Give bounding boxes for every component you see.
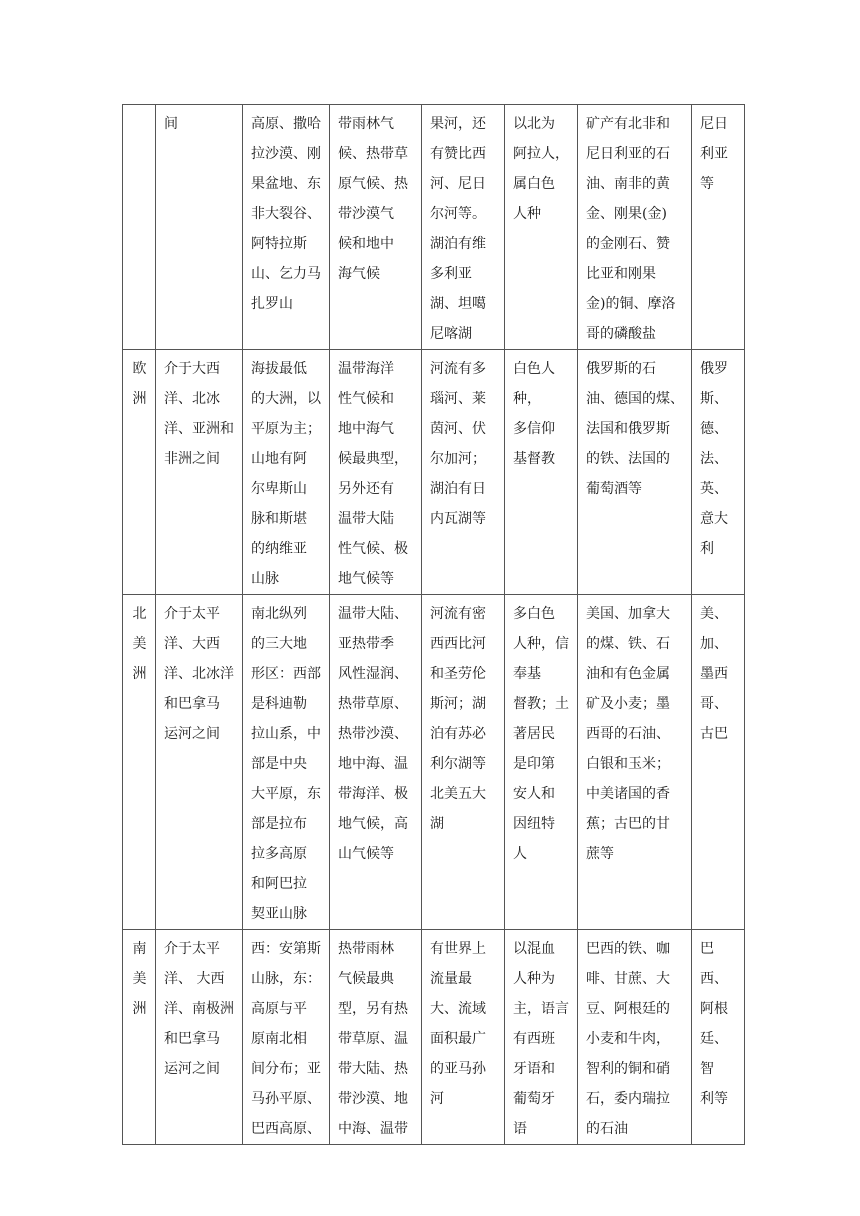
cell-line: 介于太平 (164, 606, 220, 622)
cell-line: 西：安第斯 (251, 941, 321, 957)
cell-line: 候、热带草 (338, 146, 408, 162)
cell-line: 俄罗斯的石 (586, 361, 656, 377)
cell-line: 等 (700, 176, 714, 192)
cell-location (156, 595, 243, 930)
cell-resources (578, 350, 692, 595)
cell-line: 性气候和 (338, 391, 394, 407)
cell-line: 洋、南极洲 (164, 1001, 234, 1017)
cell-line: 间分布；亚 (251, 1061, 321, 1077)
cell-line: 法、 (700, 451, 728, 467)
cell-countries (692, 930, 745, 1145)
cell-line: 温带大陆、 (338, 606, 408, 622)
cell-line: 热带沙漠、 (338, 726, 408, 742)
cell-terrain (243, 105, 330, 350)
cell-line: 欧 (132, 361, 147, 377)
cell-line: 候和地中 (338, 236, 394, 252)
cell-line: 大、流域 (430, 1001, 486, 1017)
cell-line: 洋、北冰洋 (164, 666, 234, 682)
cell-line: 地气候，高 (338, 816, 408, 832)
cell-line: 人种为 (513, 971, 555, 987)
cell-line: 豆、阿根廷的 (586, 1001, 670, 1017)
cell-line: 金、刚果(金) (586, 206, 667, 222)
cell-rivers (422, 105, 505, 350)
cell-line: 拉沙漠、刚 (251, 146, 321, 162)
cell-line: 智 (700, 1061, 714, 1077)
cell-line: 的大洲，以 (251, 391, 321, 407)
cell-line: 利等 (700, 1091, 728, 1107)
cell-line: 德、 (700, 421, 728, 437)
cell-location (156, 105, 243, 350)
cell-line: 洋、北冰 (164, 391, 220, 407)
cell-line: 利尔湖等 (430, 756, 486, 772)
cell-line: 法国和俄罗斯 (586, 421, 670, 437)
cell-line: 运河之间 (164, 726, 220, 742)
cell-line: 果盆地、东 (251, 176, 321, 192)
cell-line: 性气候、极 (338, 541, 408, 557)
cell-line: 的亚马孙 (430, 1061, 486, 1077)
cell-line: 主，语言 (513, 1001, 569, 1017)
cell-line: 廷、 (700, 1031, 728, 1047)
cell-line: 河流有密 (430, 606, 486, 622)
table-row (123, 105, 745, 350)
cell-line: 拉山系，中 (251, 726, 321, 742)
cell-line: 山、乞力马 (251, 266, 321, 282)
cell-line: 人 (513, 846, 527, 862)
cell-line: 是科迪勒 (251, 696, 307, 712)
cell-line: 非大裂谷、 (251, 206, 321, 222)
cell-line: 地中海、温 (338, 756, 408, 772)
cell-line: 以北为 (513, 116, 555, 132)
cell-line: 南 (132, 941, 147, 957)
cell-line: 北美五大 (430, 786, 486, 802)
cell-countries (692, 350, 745, 595)
cell-line: 温带大陆 (338, 511, 394, 527)
cell-line: 阿特拉斯 (251, 236, 307, 252)
cell-climate (330, 105, 422, 350)
cell-people (505, 930, 578, 1145)
cell-climate (330, 930, 422, 1145)
cell-line: 河 (430, 1091, 444, 1107)
cell-line: 介于太平 (164, 941, 220, 957)
cell-line: 带沙漠气 (338, 206, 394, 222)
cell-line: 是印第 (513, 756, 555, 772)
cell-line: 和巴拿马 (164, 1031, 220, 1047)
table-body (123, 105, 745, 1145)
table-row (123, 350, 745, 595)
cell-line: 巴西高原、 (251, 1121, 321, 1137)
cell-line: 洋、亚洲和 (164, 421, 234, 437)
cell-line: 带草原、温 (338, 1031, 408, 1047)
cell-terrain (243, 350, 330, 595)
cell-line: 牙语和 (513, 1061, 555, 1077)
cell-line: 矿及小麦；墨 (586, 696, 670, 712)
cell-line: 海拔最低 (251, 361, 307, 377)
cell-line: 加、 (700, 636, 728, 652)
cell-line: 山气候等 (338, 846, 394, 862)
cell-line: 小麦和牛肉， (586, 1031, 670, 1047)
cell-line: 中美诸国的香 (586, 786, 670, 802)
cell-line: 啡、甘蔗、大 (586, 971, 670, 987)
cell-resources (578, 930, 692, 1145)
cell-rivers (422, 350, 505, 595)
cell-line: 巴西的铁、咖 (586, 941, 670, 957)
cell-line: 多利亚 (430, 266, 472, 282)
cell-resources (578, 105, 692, 350)
cell-line: 的石油 (586, 1121, 628, 1137)
cell-line: 尔河等。 (430, 206, 486, 222)
cell-line: 海气候 (338, 266, 380, 282)
cell-line: 河流有多 (430, 361, 486, 377)
cell-line: 洲 (132, 1001, 147, 1017)
cell-line: 有世界上 (430, 941, 486, 957)
cell-line: 基督教 (513, 451, 555, 467)
cell-line: 洲 (132, 391, 147, 407)
cell-line: 油、德国的煤、 (586, 391, 684, 407)
cell-countries (692, 105, 745, 350)
cell-continent (123, 930, 156, 1145)
cell-line: 著居民 (513, 726, 555, 742)
cell-countries (692, 595, 745, 930)
cell-line: 泊有苏必 (430, 726, 486, 742)
cell-line: 的金刚石、赞 (586, 236, 670, 252)
cell-line: 俄罗 (700, 361, 728, 377)
cell-line: 尼日 (700, 116, 728, 132)
cell-line: 南北纵列 (251, 606, 307, 622)
cell-line: 阿根 (700, 1001, 728, 1017)
cell-line: 的煤、铁、石 (586, 636, 670, 652)
cell-line: 白银和玉米； (586, 756, 670, 772)
cell-line: 的三大地 (251, 636, 307, 652)
cell-line: 瑙河、莱 (430, 391, 486, 407)
cell-line: 温带海洋 (338, 361, 394, 377)
cell-resources (578, 595, 692, 930)
cell-rivers (422, 930, 505, 1145)
cell-line: 斯、 (700, 391, 728, 407)
cell-continent (123, 595, 156, 930)
cell-line: 部是中央 (251, 756, 307, 772)
cell-rivers (422, 595, 505, 930)
continent-table (122, 104, 745, 1145)
cell-climate (330, 350, 422, 595)
cell-line: 带海洋、极 (338, 786, 408, 802)
cell-line: 比亚和刚果 (586, 266, 656, 282)
cell-line: 非洲之间 (164, 451, 220, 467)
cell-line: 巴 (700, 941, 714, 957)
cell-line: 种， (513, 391, 541, 407)
cell-line: 人种 (513, 206, 541, 222)
cell-line: 中海、温带 (338, 1121, 408, 1137)
cell-line: 高原与平 (251, 1001, 307, 1017)
cell-terrain (243, 595, 330, 930)
cell-line: 河、尼日 (430, 176, 486, 192)
cell-line: 美 (132, 636, 147, 652)
cell-line: 美国、加拿大 (586, 606, 670, 622)
cell-line: 北 (132, 606, 147, 622)
cell-line: 哥、 (700, 696, 728, 712)
cell-line: 蕉；古巴的甘 (586, 816, 670, 832)
cell-line: 西、 (700, 971, 728, 987)
cell-line: 哥的磷酸盐 (586, 326, 656, 342)
cell-line: 蔗等 (586, 846, 614, 862)
cell-line: 流量最 (430, 971, 472, 987)
cell-line: 奉基 (513, 666, 541, 682)
cell-line: 洋、 大西 (164, 971, 225, 987)
cell-line: 湖、坦噶 (430, 296, 486, 312)
cell-line: 有赞比西 (430, 146, 486, 162)
cell-continent (123, 350, 156, 595)
cell-line: 葡萄牙 (513, 1091, 555, 1107)
cell-line: 人种，信 (513, 636, 569, 652)
cell-line: 以混血 (513, 941, 555, 957)
cell-line: 拉多高原 (251, 846, 307, 862)
cell-line: 高原、撒哈 (251, 116, 321, 132)
cell-line: 和巴拿马 (164, 696, 220, 712)
cell-line: 白色人 (513, 361, 555, 377)
cell-line: 另外还有 (338, 481, 394, 497)
cell-line: 多信仰 (513, 421, 555, 437)
cell-line: 意大 (700, 511, 728, 527)
cell-location (156, 930, 243, 1145)
cell-line: 尼日利亚的石 (586, 146, 670, 162)
cell-line: 扎罗山 (251, 296, 293, 312)
cell-line: 葡萄酒等 (586, 481, 642, 497)
table-row (123, 595, 745, 930)
cell-line: 平原为主； (251, 421, 321, 437)
cell-line: 地中海气 (338, 421, 394, 437)
cell-line: 间 (164, 116, 178, 132)
cell-line: 智利的铜和硝 (586, 1061, 670, 1077)
cell-line: 语 (513, 1121, 527, 1137)
table-row (123, 930, 745, 1145)
cell-line: 契亚山脉 (251, 906, 307, 922)
cell-line: 矿产有北非和 (586, 116, 670, 132)
cell-line: 洲 (132, 666, 147, 682)
cell-location (156, 350, 243, 595)
cell-line: 风性湿润、 (338, 666, 408, 682)
cell-line: 有西班 (513, 1031, 555, 1047)
cell-people (505, 105, 578, 350)
cell-line: 的铁、法国的 (586, 451, 670, 467)
cell-line: 介于大西 (164, 361, 220, 377)
cell-line: 热带雨林 (338, 941, 394, 957)
cell-line: 湖 (430, 816, 444, 832)
cell-line: 山地有阿 (251, 451, 307, 467)
cell-terrain (243, 930, 330, 1145)
cell-line: 洋、大西 (164, 636, 220, 652)
cell-line: 油和有色金属 (586, 666, 670, 682)
cell-line: 带雨林气 (338, 116, 394, 132)
cell-line: 湖泊有日 (430, 481, 486, 497)
cell-line: 果河，还 (430, 116, 486, 132)
cell-line: 油、南非的黄 (586, 176, 670, 192)
cell-line: 内瓦湖等 (430, 511, 486, 527)
cell-line: 多白色 (513, 606, 555, 622)
cell-line: 原气候、热 (338, 176, 408, 192)
cell-line: 墨西 (700, 666, 728, 682)
cell-line: 运河之间 (164, 1061, 220, 1077)
cell-line: 西哥的石油、 (586, 726, 670, 742)
cell-line: 大平原，东 (251, 786, 321, 802)
cell-line: 利 (700, 541, 714, 557)
cell-line: 尔卑斯山 (251, 481, 307, 497)
cell-line: 斯河；湖 (430, 696, 486, 712)
cell-line: 候最典型， (338, 451, 408, 467)
cell-continent (123, 105, 156, 350)
cell-line: 尼喀湖 (430, 326, 472, 342)
cell-line: 美 (132, 971, 147, 987)
cell-line: 亚热带季 (338, 636, 394, 652)
cell-line: 原南北相 (251, 1031, 307, 1047)
cell-line: 古巴 (700, 726, 728, 742)
cell-line: 安人和 (513, 786, 555, 802)
cell-line: 尔加河； (430, 451, 486, 467)
cell-line: 利亚 (700, 146, 728, 162)
cell-line: 的纳维亚 (251, 541, 307, 557)
cell-line: 地气候等 (338, 571, 394, 587)
cell-line: 茵河、伏 (430, 421, 486, 437)
cell-line: 热带草原、 (338, 696, 408, 712)
cell-line: 面积最广 (430, 1031, 486, 1047)
cell-line: 石，委内瑞拉 (586, 1091, 670, 1107)
cell-line: 和阿巴拉 (251, 876, 307, 892)
cell-line: 阿拉人， (513, 146, 569, 162)
cell-line: 部是拉布 (251, 816, 307, 832)
cell-line: 西西比河 (430, 636, 486, 652)
cell-line: 带大陆、热 (338, 1061, 408, 1077)
cell-line: 山脉，东： (251, 971, 321, 987)
cell-climate (330, 595, 422, 930)
cell-line: 脉和斯堪 (251, 511, 307, 527)
cell-line: 和圣劳伦 (430, 666, 486, 682)
cell-line: 美、 (700, 606, 728, 622)
cell-line: 形区：西部 (251, 666, 321, 682)
cell-line: 英、 (700, 481, 728, 497)
cell-line: 型，另有热 (338, 1001, 408, 1017)
cell-people (505, 595, 578, 930)
cell-line: 金)的铜、摩洛 (586, 296, 676, 312)
cell-line: 督教；土 (513, 696, 569, 712)
cell-line: 马孙平原、 (251, 1091, 321, 1107)
cell-line: 带沙漠、地 (338, 1091, 408, 1107)
cell-people (505, 350, 578, 595)
cell-line: 湖泊有维 (430, 236, 486, 252)
cell-line: 山脉 (251, 571, 279, 587)
cell-line: 气候最典 (338, 971, 394, 987)
cell-line: 因纽特 (513, 816, 555, 832)
cell-line: 属白色 (513, 176, 555, 192)
